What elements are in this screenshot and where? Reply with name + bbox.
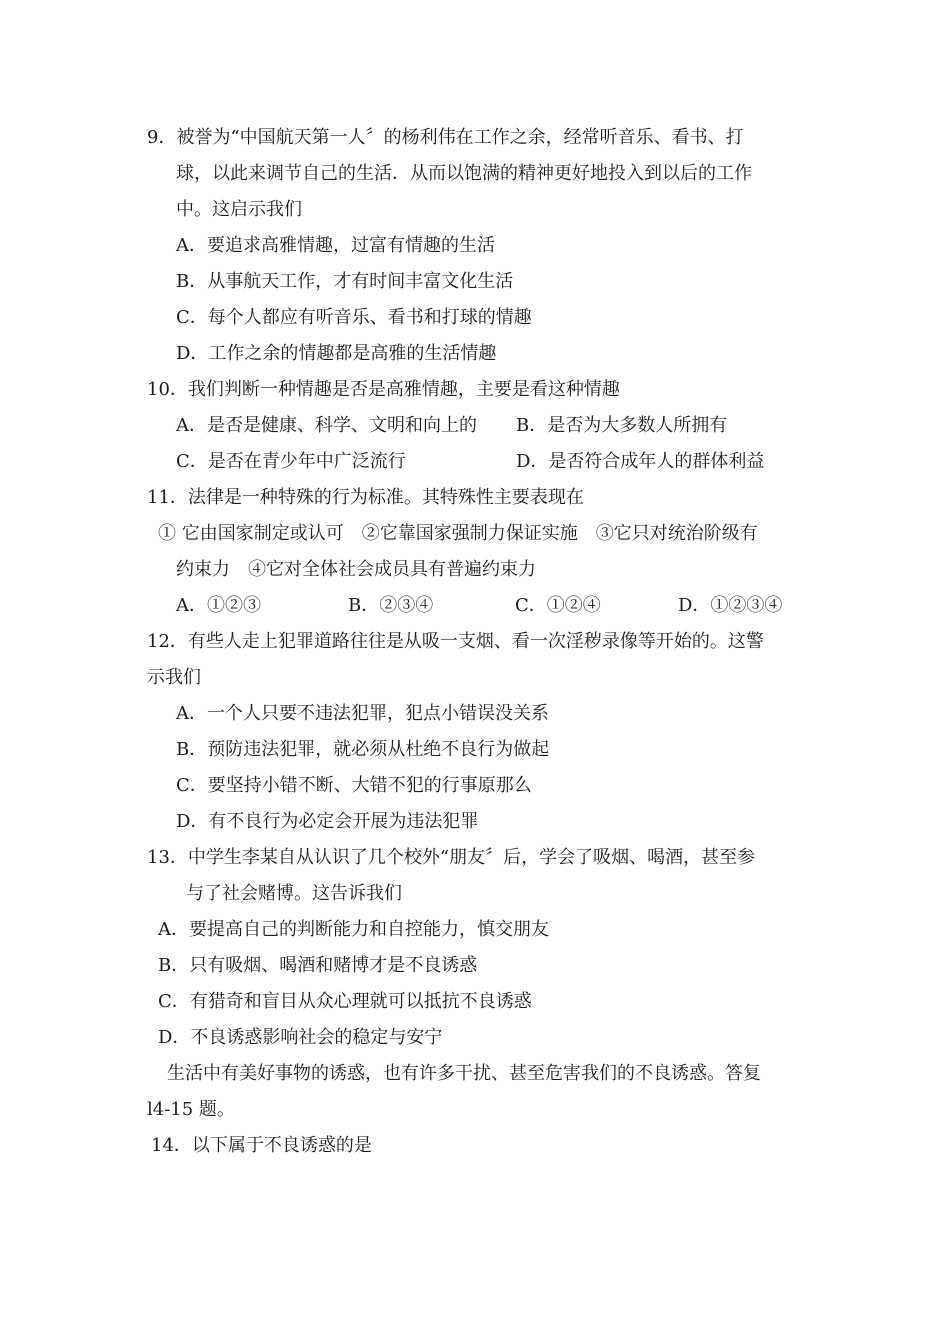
intro-14-15-line-2: l4-15 题。 (147, 1099, 235, 1120)
question-13-option-c[interactable]: C．有猎奇和盲目从众心理就可以抵抗不良诱惑 (158, 991, 532, 1012)
question-11-option-c[interactable]: C．①②④ (515, 595, 601, 616)
question-12-option-c[interactable]: C．要坚持小错不断、大错不犯的行事原那么 (176, 775, 532, 796)
question-12-stem-line-2: 示我们 (147, 667, 201, 688)
question-10-option-c[interactable]: C．是否在青少年中广泛流行 (176, 451, 406, 472)
question-13-option-a[interactable]: A．要提高自己的判断能力和自控能力，慎交朋友 (158, 919, 549, 940)
question-11-statements-line-1: ① 它由国家制定或认可 ②它靠国家强制力保证实施 ③它只对统治阶级有 (158, 523, 758, 544)
question-9-stem-line-1: 9．被誉为“中国航天第一人〞的杨利伟在工作之余，经常听音乐、看书、打 (147, 127, 744, 148)
question-10-stem: 10．我们判断一种情趣是否是高雅情趣，主要是看这种情趣 (147, 379, 620, 400)
question-9-stem-line-3: 中。这启示我们 (176, 199, 302, 220)
question-14-stem: 14．以下属于不良诱惑的是 (151, 1135, 372, 1156)
question-11-option-a[interactable]: A．①②③ (176, 595, 261, 616)
question-9-option-a[interactable]: A．要追求高雅情趣，过富有情趣的生活 (176, 235, 495, 256)
question-11-option-b[interactable]: B．②③④ (348, 595, 434, 616)
question-13-option-d[interactable]: D．不良诱惑影响社会的稳定与安宁 (158, 1027, 443, 1048)
question-13-stem-line-1: 13．中学生李某自从认识了几个校外“朋友〞后，学会了吸烟、喝酒，甚至参 (147, 847, 756, 868)
question-10-option-a[interactable]: A．是否是健康、科学、文明和向上的 (176, 415, 477, 436)
question-10-option-d[interactable]: D．是否符合成年人的群体利益 (516, 451, 765, 472)
question-13-option-b[interactable]: B．只有吸烟、喝酒和赌博才是不良诱惑 (158, 955, 478, 976)
question-12-stem-line-1: 12．有些人走上犯罪道路往往是从吸一支烟、看一次淫秽录像等开始的。这警 (147, 631, 764, 652)
question-11-statements-line-2: 约束力 ④它对全体社会成员具有普遍约束力 (176, 559, 536, 580)
question-12-option-d[interactable]: D．有不良行为必定会开展为违法犯罪 (176, 811, 479, 832)
question-11-stem: 11．法律是一种特殊的行为标准。其特殊性主要表现在 (147, 487, 584, 508)
question-13-stem-line-2: 与了社会赌博。这告诉我们 (186, 883, 402, 904)
question-12-option-a[interactable]: A．一个人只要不违法犯罪，犯点小错误没关系 (176, 703, 549, 724)
question-9-option-d[interactable]: D．工作之余的情趣都是高雅的生活情趣 (176, 343, 497, 364)
question-12-option-b[interactable]: B．预防违法犯罪，就必须从杜绝不良行为做起 (176, 739, 550, 760)
question-9-option-c[interactable]: C．每个人都应有听音乐、看书和打球的情趣 (176, 307, 532, 328)
question-10-option-b[interactable]: B．是否为大多数人所拥有 (516, 415, 728, 436)
question-9-stem-line-2: 球，以此来调节自己的生活．从而以饱满的精神更好地投入到以后的工作 (176, 163, 752, 184)
question-11-option-d[interactable]: D．①②③④ (678, 595, 783, 616)
question-9-option-b[interactable]: B．从事航天工作，才有时间丰富文化生活 (176, 271, 514, 292)
intro-14-15-line-1: 生活中有美好事物的诱惑，也有许多干扰、甚至危害我们的不良诱惑。答复 (167, 1063, 761, 1084)
